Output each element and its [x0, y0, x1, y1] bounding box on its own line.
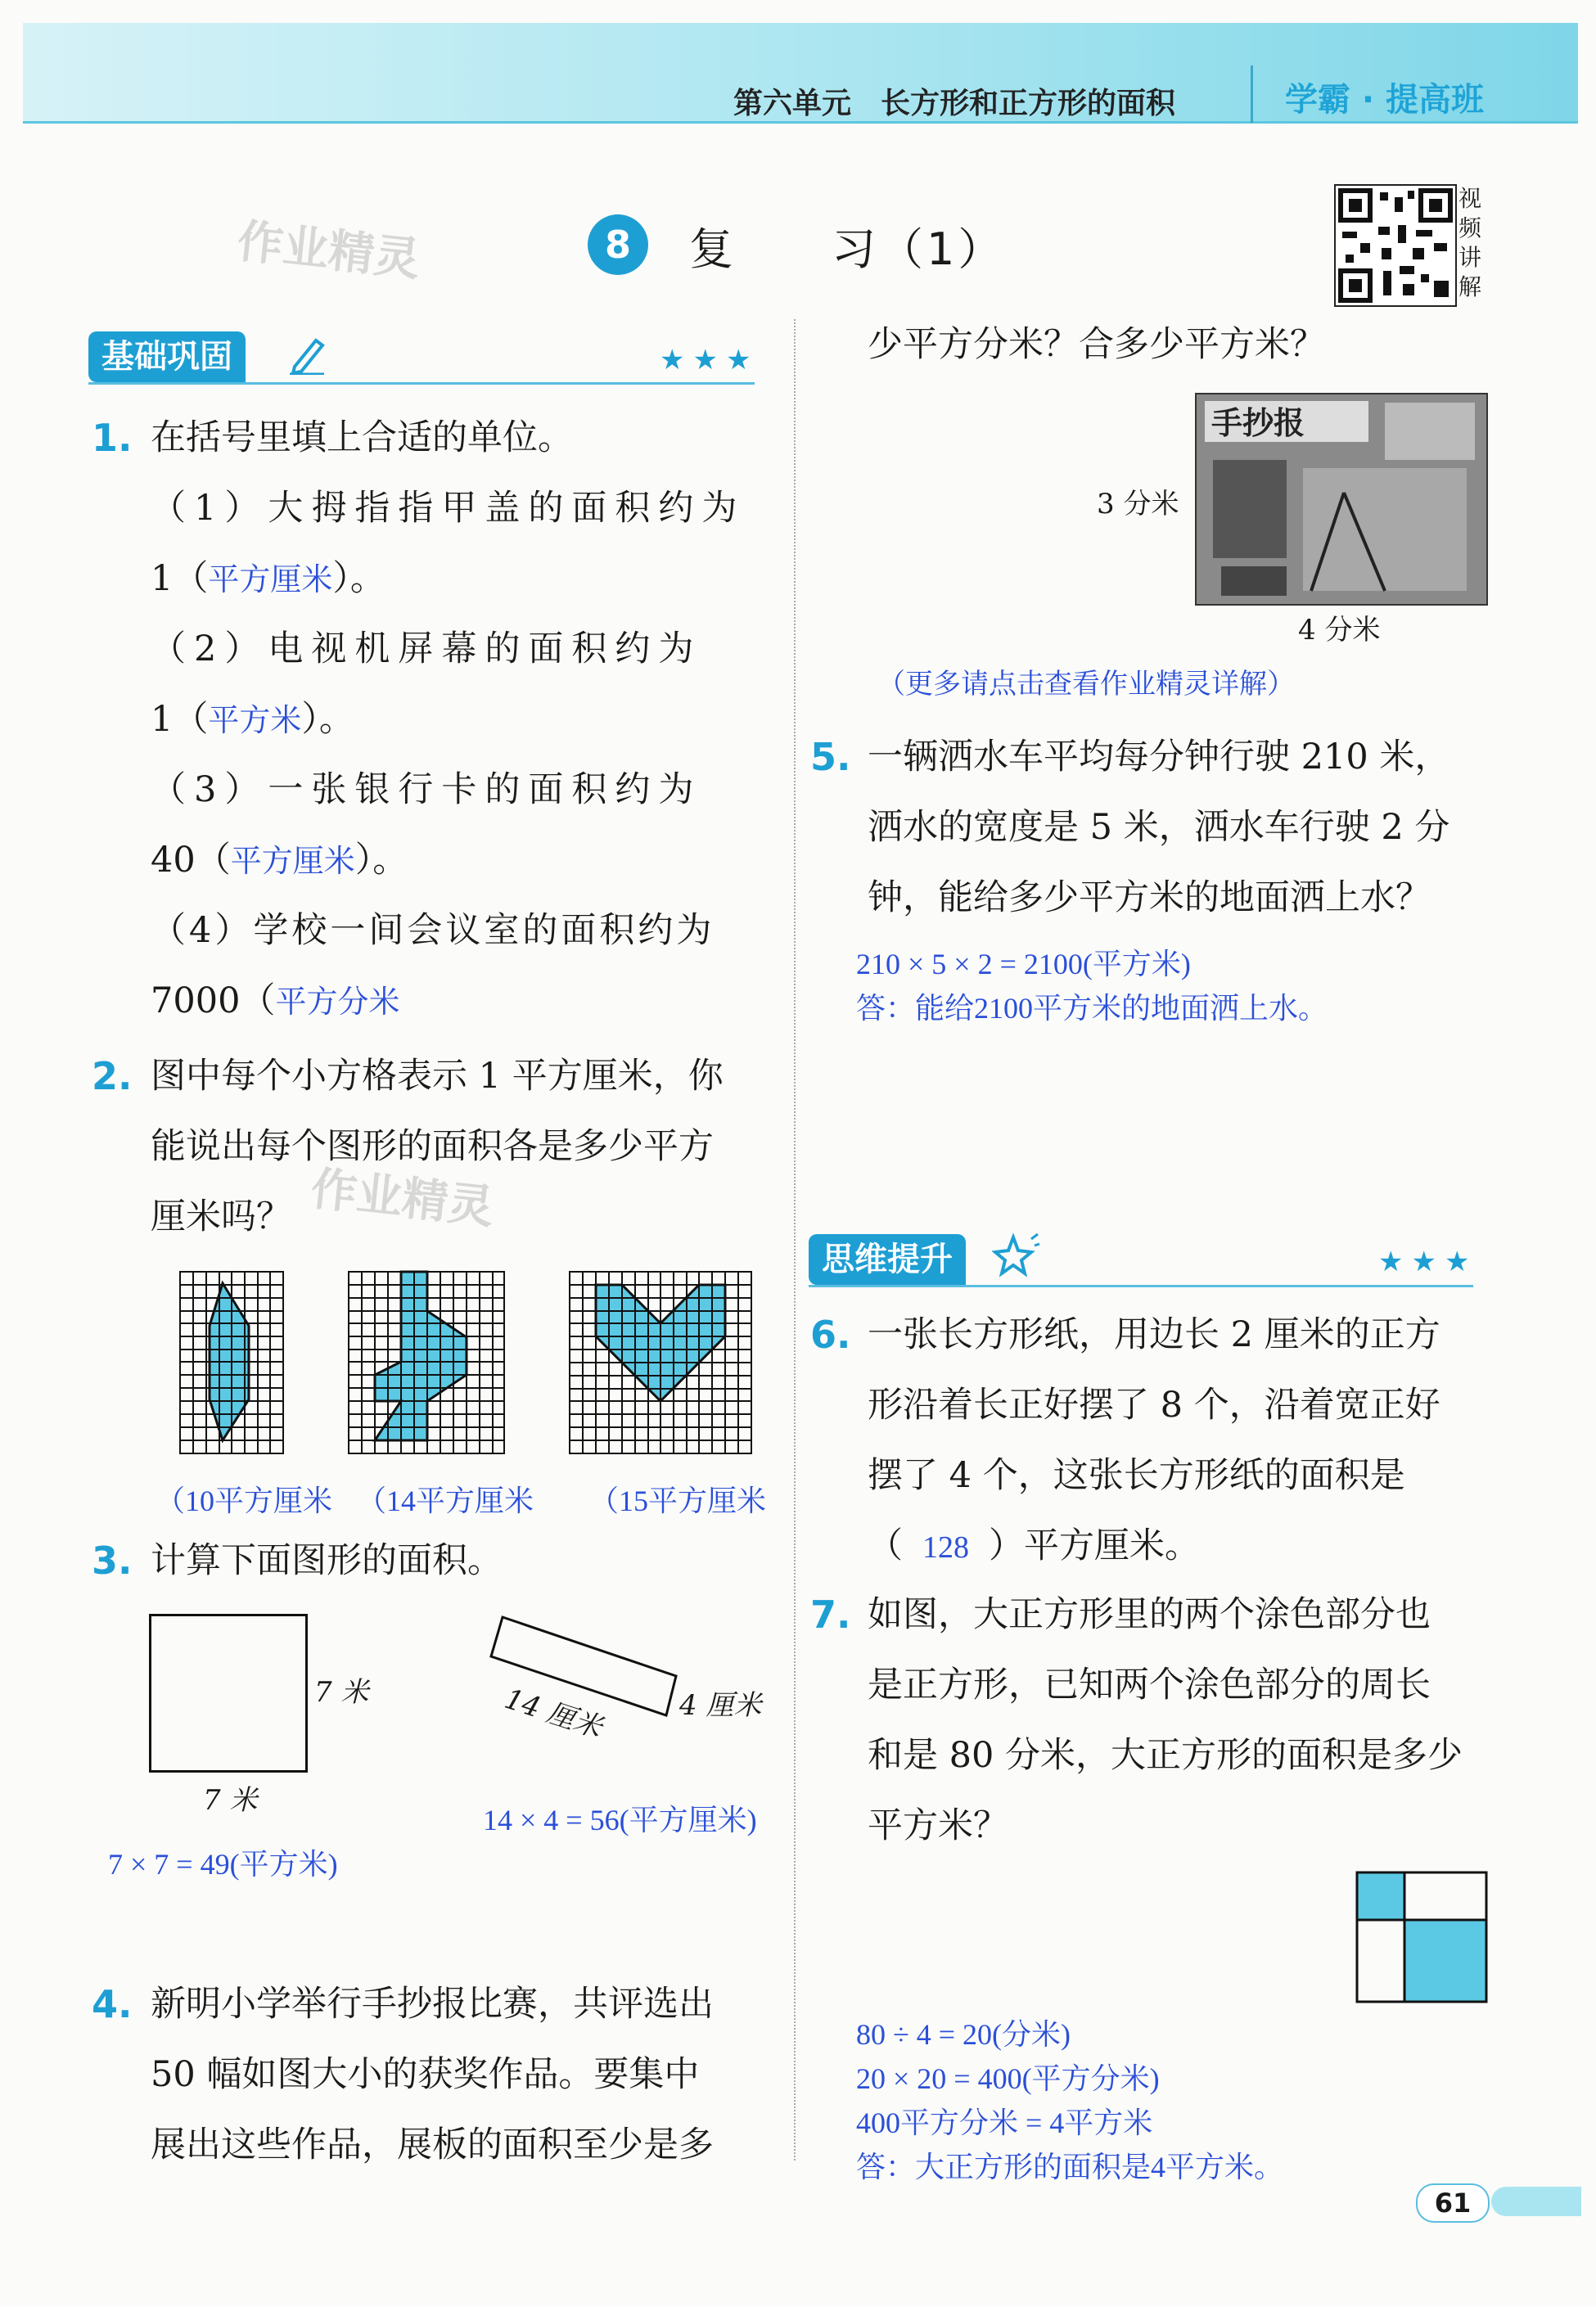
q7-line4: 平方米？ [868, 1805, 1008, 1846]
q2-answer-3: （15平方厘米 [589, 1485, 767, 1517]
q1-answer-1: 平方厘米 [208, 563, 333, 597]
q1-answer-3: 平方厘米 [230, 845, 355, 879]
q2-line1: 图中每个小方格表示 1 平方厘米，你 [151, 1056, 724, 1097]
q2-line2: 能说出每个图形的面积各是多少平方 [151, 1126, 714, 1167]
q4-line3: 展出这些作品，展板的面积至少是多 [151, 2125, 714, 2165]
q1-item1-fill: 1（平方厘米）。 [151, 558, 385, 599]
difficulty-stars-2: ★★★ [1378, 1246, 1478, 1278]
q7-line3: 和是 80 分米，大正方形的面积是多少 [868, 1735, 1463, 1776]
square-diagram [1355, 1871, 1488, 2007]
q4-continuation: 少平方分米？合多少平方米？ [868, 324, 1325, 365]
q7-answer-2: 20 × 20 = 400(平方分米) [856, 2062, 1160, 2095]
q7-answer-1: 80 ÷ 4 = 20(分米) [856, 2018, 1071, 2051]
q4-number: 4. [92, 1982, 133, 2026]
q3-stem: 计算下面图形的面积。 [151, 1540, 503, 1581]
q6-answer: 128 [922, 1530, 969, 1565]
q6-number: 6. [810, 1313, 851, 1357]
lesson-number: 8 [588, 214, 648, 275]
q2-number: 2. [92, 1054, 133, 1098]
grid-figure-2 [347, 1270, 506, 1458]
q1-item2-fill: 1（平方米）。 [151, 699, 354, 740]
qr-code[interactable] [1334, 184, 1457, 307]
q6-line1: 一张长方形纸，用边长 2 厘米的正方 [868, 1314, 1440, 1355]
q1-item4: （4）学校一间会议室的面积约为 [151, 910, 715, 951]
lesson-title: 复 习（1） [689, 223, 1006, 275]
poster-height-label: 3 分米 [1097, 488, 1179, 520]
square-side-label: 7 米 [314, 1676, 369, 1709]
q7-number: 7. [810, 1593, 851, 1637]
q6-fill: （ 128 ）平方厘米。 [868, 1525, 1200, 1566]
pencil-icon [288, 334, 326, 378]
q3-answer-rect: 14 × 4 = 56(平方厘米) [483, 1804, 757, 1836]
grid-figure-1 [178, 1270, 285, 1458]
poster-width-label: 4 分米 [1298, 614, 1381, 647]
q2-line3: 厘米吗？ [151, 1196, 291, 1237]
q1-answer-4: 平方分米 [275, 985, 400, 1020]
unit-title: 第六单元 长方形和正方形的面积 [733, 87, 1176, 120]
q6-line2: 形沿着长正好摆了 8 个，沿着宽正好 [868, 1385, 1440, 1426]
page-number: 61 [1416, 2183, 1490, 2223]
q2-answer-1: （10平方厘米 [156, 1485, 333, 1517]
q2-answer-2: （14平方厘米 [357, 1485, 534, 1517]
watermark: 作业精灵 [234, 214, 423, 287]
q3-answer-square: 7 × 7 = 49(平方米) [108, 1848, 338, 1881]
poster-image [1195, 393, 1488, 606]
q1-item3-fill: 40（平方厘米）。 [151, 840, 408, 881]
rect-short-label: 4 厘米 [679, 1689, 762, 1722]
q5-answer-calc: 210 × 5 × 2 = 2100(平方米) [856, 948, 1191, 980]
column-divider [794, 319, 796, 2161]
q7-line2: 是正方形，已知两个涂色部分的周长 [868, 1665, 1431, 1705]
q5-line3: 钟，能给多少平方米的地面洒上水？ [868, 877, 1431, 918]
rect-long-label: 14 厘米 [500, 1682, 606, 1745]
section-underline-2 [809, 1285, 1473, 1287]
q7-answer-4: 答：大正方形的面积是4平方米。 [856, 2151, 1284, 2183]
section-tag-basic: 基础巩固 [88, 331, 246, 382]
q5-answer-text: 答：能给2100平方米的地面洒上水。 [856, 992, 1328, 1025]
section-tag-thinking: 思维提升 [809, 1234, 966, 1285]
q5-number: 5. [810, 735, 851, 779]
grid-figure-3 [568, 1270, 753, 1458]
q1-stem: 在括号里填上合适的单位。 [151, 417, 573, 458]
qr-label: 视 频 讲 解 [1458, 185, 1482, 300]
q1-item2: （2）电视机屏幕的面积约为 [151, 629, 702, 669]
square-figure [149, 1614, 308, 1773]
q6-line3: 摆了 4 个，这张长方形纸的面积是 [868, 1455, 1405, 1496]
header-divider [1251, 65, 1253, 123]
q1-item3: （3）一张银行卡的面积约为 [151, 769, 702, 810]
q7-answer-3: 400平方分米 = 4平方米 [856, 2106, 1153, 2139]
square-bottom-label: 7 米 [203, 1784, 258, 1817]
watermark-2: 作业精灵 [308, 1162, 497, 1235]
q7-line1: 如图，大正方形里的两个涂色部分也 [868, 1594, 1431, 1635]
sparkle-star-icon [992, 1232, 1041, 1285]
q1-item1: （1）大拇指指甲盖的面积约为 [151, 488, 746, 529]
brand-logo: 学霸 · 提高班 [1285, 81, 1485, 119]
page-tab [1491, 2187, 1581, 2216]
q1-number: 1. [92, 416, 133, 460]
more-details-link[interactable]: （更多请点击查看作业精灵详解） [877, 669, 1295, 700]
q5-line1: 一辆洒水车平均每分钟行驶 210 米， [868, 737, 1450, 777]
difficulty-stars: ★★★ [660, 344, 760, 376]
svg-text:手抄报: 手抄报 [1211, 405, 1305, 441]
q3-number: 3. [92, 1539, 133, 1583]
section-underline [88, 382, 755, 385]
q1-answer-2: 平方米 [208, 704, 302, 738]
q4-line1: 新明小学举行手抄报比赛，共评选出 [151, 1984, 714, 2025]
q4-line2: 50 幅如图大小的获奖作品。要集中 [151, 2054, 700, 2095]
q1-item4-fill: 7000（平方分米 [151, 980, 400, 1021]
q5-line2: 洒水的宽度是 5 米，洒水车行驶 2 分 [868, 807, 1450, 848]
